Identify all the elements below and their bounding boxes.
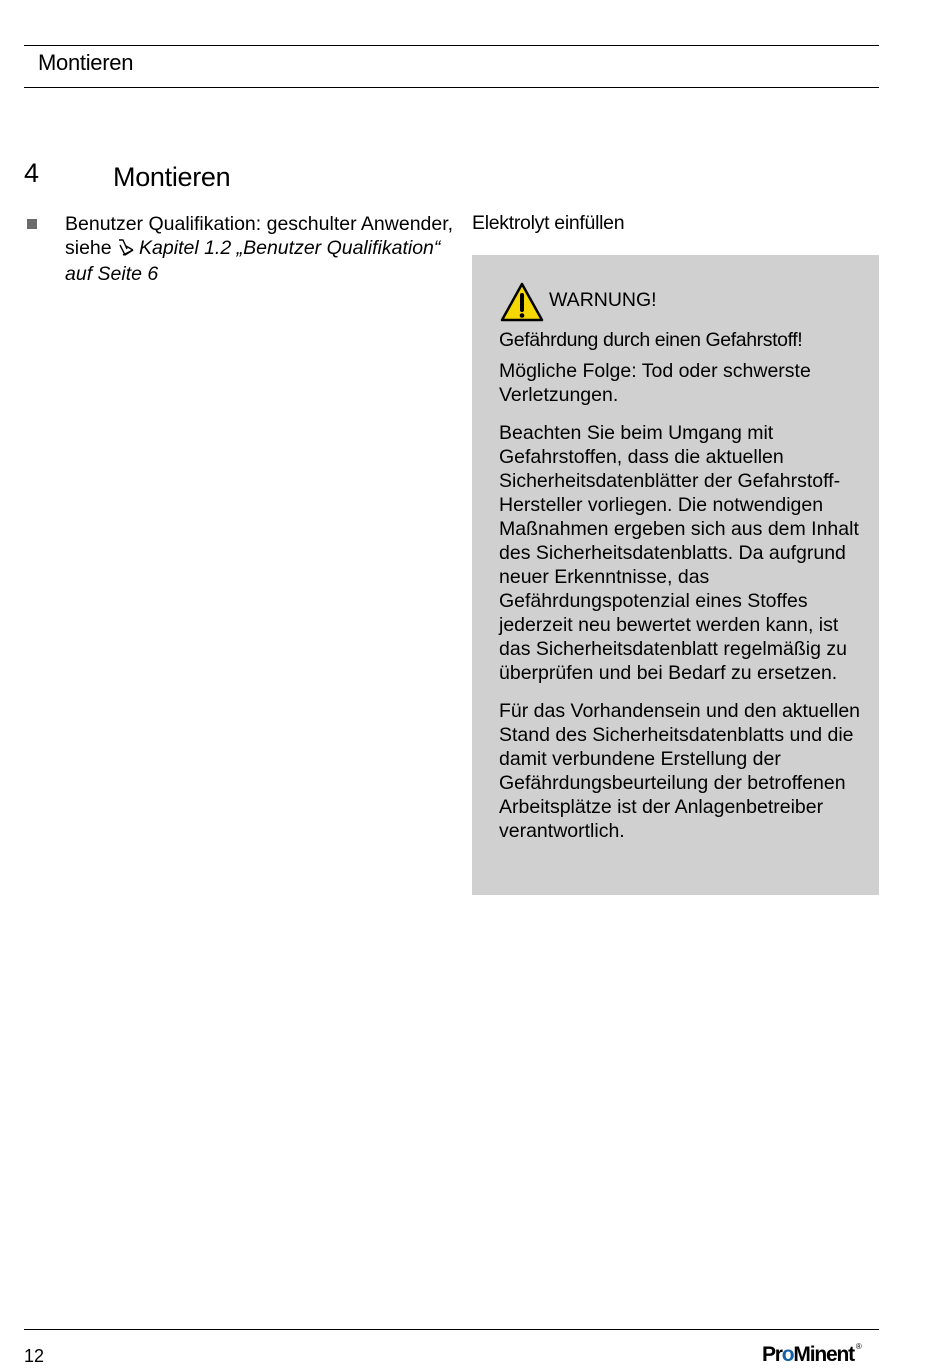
prominent-logo: ProMinent ® bbox=[762, 1342, 862, 1366]
bullet-text: Benutzer Qualifikation: geschulter Anwender, siehe bbox=[65, 213, 454, 259]
warning-paragraph: Für das Vorhandensein und den aktuellen Stand des Sicherheitsdatenblatts und die damit verbundene Erstellung der Gefährdungsbeurteilung der betroffenen Arbeitsplätze ist der Anlagenbetreiber verantwortlich. bbox=[499, 700, 861, 842]
warning-body bbox=[499, 359, 871, 857]
chapter-reference-link[interactable]: Kapitel 1.2 „Benutzer Qualifikation“ auf Seite 6 bbox=[65, 237, 441, 285]
bullet-square-icon bbox=[27, 219, 37, 229]
running-header-title: Montieren bbox=[38, 50, 134, 75]
header-top-rule bbox=[24, 45, 879, 46]
arrow-reference-icon bbox=[117, 238, 135, 262]
qualification-bullet bbox=[65, 212, 455, 286]
chapter-number: 4 bbox=[24, 158, 40, 188]
warning-box bbox=[472, 255, 879, 895]
warning-consequence: Mögliche Folge: Tod oder schwerste Verletzungen. bbox=[499, 360, 811, 406]
header-bottom-rule bbox=[24, 87, 879, 88]
section-heading: Elektrolyt einfüllen bbox=[472, 212, 625, 234]
footer-rule bbox=[24, 1329, 879, 1330]
chapter-title: Montieren bbox=[113, 162, 231, 192]
page-number: 12 bbox=[24, 1346, 45, 1366]
warning-title: WARNUNG! bbox=[549, 289, 657, 311]
warning-triangle-icon bbox=[500, 282, 544, 327]
warning-hazard-text: Gefährdung durch einen Gefahrstoff! bbox=[499, 329, 803, 351]
warning-paragraph: Beachten Sie beim Umgang mit Gefahrstoffen, dass die aktuellen Sicherheitsdatenblätter der Gefahrstoff-Hersteller vorliegen. Die notwendigen Maßnahmen ergeben sich aus dem Inhalt des Sicherheitsdatenblatts. Da aufgrund neuer Erkenntnisse, das Gefährdungspotenzial eines Stoffes jederzeit neu bewertet werden kann, ist das Sicherheitsdatenblatt regelmäßig zu überprüfen und bei Bedarf zu ersetzen. bbox=[499, 422, 859, 684]
